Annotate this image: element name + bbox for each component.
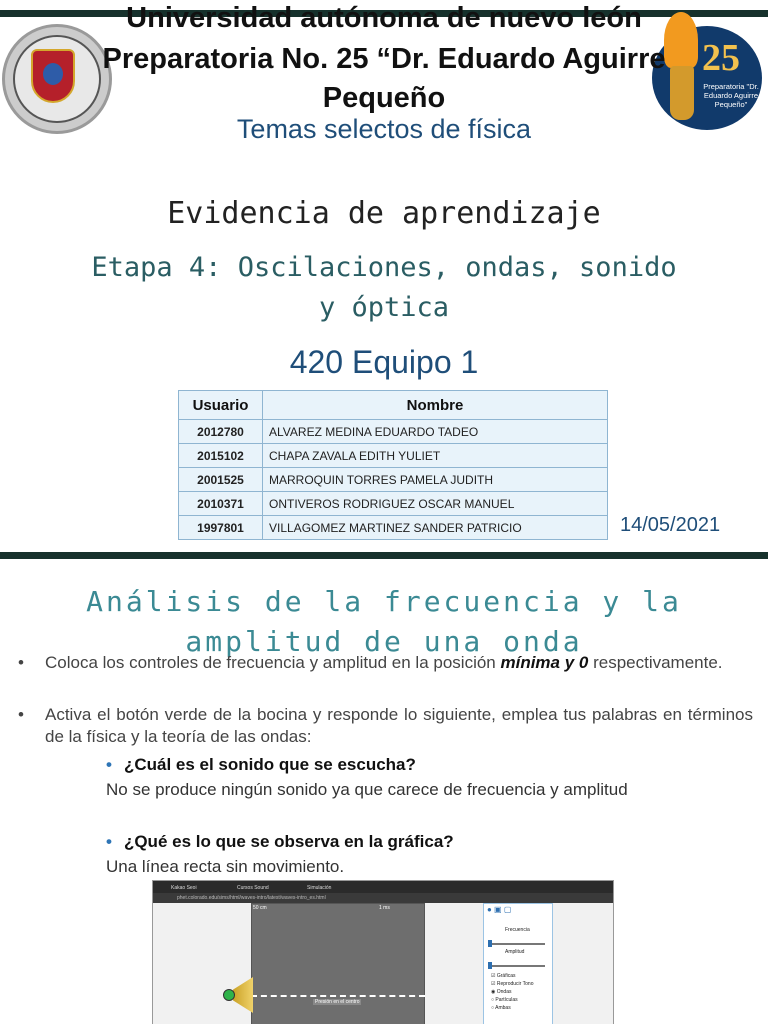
graph-label: Presión en el centro <box>315 999 360 1005</box>
logo-number: 25 <box>702 37 740 79</box>
bullet-text-main: Coloca los controles de frecuencia y amplitud en la posición <box>45 653 501 672</box>
answer-1: No se produce ningún sonido ya que carece de frecuencia y amplitud <box>106 780 628 799</box>
browser-url-bar: phet.colorado.edu/sims/html/waves-intro/latest/waves-intro_es.html <box>153 893 613 903</box>
amplitude-slider-knob <box>488 962 492 969</box>
table-row <box>179 420 608 444</box>
user-name-cell: VILLAGOMEZ MARTINEZ SANDER PATRICIO <box>263 516 608 540</box>
option-item: ☑ Reproducir Tono <box>491 981 534 987</box>
team-roster-table <box>178 390 608 540</box>
distance-ruler: 50 cm <box>253 905 267 911</box>
speaker-icon <box>223 977 255 1013</box>
subject-title: Temas selectos de física <box>236 114 532 144</box>
option-item: ○ Partículas <box>491 997 518 1003</box>
simulation-screenshot <box>152 880 614 1024</box>
bullet-dot-icon: • <box>106 755 112 774</box>
instruction-bullet-2 <box>18 704 753 748</box>
bullet-text-tail: respectivamente. <box>588 653 723 672</box>
bullet-text <box>18 652 753 674</box>
frequency-label: Frecuencia <box>505 927 530 933</box>
bullet-emphasis: mínima y 0 <box>500 653 589 672</box>
stage-title-line1: Etapa 4: Oscilaciones, ondas, sonido <box>91 252 677 283</box>
option-item: ○ Ambas <box>491 1005 511 1011</box>
document-heading: Evidencia de aprendizaje <box>167 196 601 231</box>
time-ruler: 1 ms <box>379 905 390 911</box>
analysis-title-line1: Análisis de la frecuencia y la <box>86 585 682 618</box>
user-name-cell: ONTIVEROS RODRIGUEZ OSCAR MANUEL <box>263 492 608 516</box>
user-id-cell: 2015102 <box>179 444 263 468</box>
user-name-cell: MARROQUIN TORRES PAMELA JUDITH <box>263 468 608 492</box>
frequency-slider <box>489 943 545 945</box>
option-item: ☑ Gráficas <box>491 973 516 979</box>
university-title-line3: Pequeño <box>322 82 446 114</box>
panel-tab-icons: ● ▣ ▢ <box>487 905 512 914</box>
stage-title-line2: y óptica <box>318 292 450 323</box>
bullet-dot-icon: • <box>18 705 24 724</box>
slide-gap <box>0 552 768 566</box>
submission-date: 14/05/2021 <box>620 514 721 536</box>
answer-2: Una línea recta sin movimiento. <box>106 857 345 876</box>
question-text: ¿Cuál es el sonido que se escucha? <box>123 755 416 774</box>
speaker-cone-icon <box>233 977 253 1013</box>
instruction-bullet-1 <box>18 652 753 674</box>
user-name-cell: ALVAREZ MEDINA EDUARDO TADEO <box>263 420 608 444</box>
wave-simulation-area <box>251 903 425 1024</box>
amplitude-slider <box>489 965 545 967</box>
user-id-cell: 2012780 <box>179 420 263 444</box>
bullet-dot-icon: • <box>18 653 24 672</box>
frequency-slider-knob <box>488 940 492 947</box>
browser-tab: Simulación <box>307 885 332 891</box>
table-row <box>179 516 608 540</box>
question-2 <box>106 832 454 852</box>
user-id-cell: 1997801 <box>179 516 263 540</box>
question-text: ¿Qué es lo que se observa en la gráfica? <box>123 832 454 851</box>
table-row <box>179 468 608 492</box>
column-header-user: Usuario <box>179 391 263 420</box>
green-play-button-icon <box>223 989 235 1001</box>
bullet-dot-icon: • <box>106 832 112 851</box>
bullet-text: Activa el botón verde de la bocina y responde lo siguiente, emplea tus palabras en términos de la física y la teoría de las ondas: <box>45 705 753 746</box>
team-name: 420 Equipo 1 <box>289 344 479 380</box>
table-header-row <box>179 391 608 420</box>
user-id-cell: 2001525 <box>179 468 263 492</box>
university-title-line1: Universidad autónoma de nuevo león <box>126 2 642 34</box>
table-row <box>179 444 608 468</box>
analysis-title <box>0 582 768 662</box>
stage-title <box>0 248 768 328</box>
option-item: ◉ Ondas <box>491 989 512 995</box>
analysis-title-line2: amplitud de una onda <box>185 625 583 658</box>
flat-wave-line <box>251 995 425 997</box>
column-header-name: Nombre <box>263 391 608 420</box>
question-1 <box>106 755 416 775</box>
table-row <box>179 492 608 516</box>
university-title-line2: Preparatoria No. 25 “Dr. Eduardo Aguirre <box>102 43 666 75</box>
analysis-slide <box>0 566 768 1024</box>
user-id-cell: 2010371 <box>179 492 263 516</box>
amplitude-label: Amplitud <box>505 949 525 955</box>
browser-tabs <box>153 881 613 893</box>
logo-text: Preparatoria "Dr. Eduardo Aguirre Pequeño" <box>703 82 759 109</box>
browser-tab: Cursos Sound <box>237 885 269 891</box>
browser-tab: Kakao Seoi <box>171 885 197 891</box>
user-name-cell: CHAPA ZAVALA EDITH YULIET <box>263 444 608 468</box>
